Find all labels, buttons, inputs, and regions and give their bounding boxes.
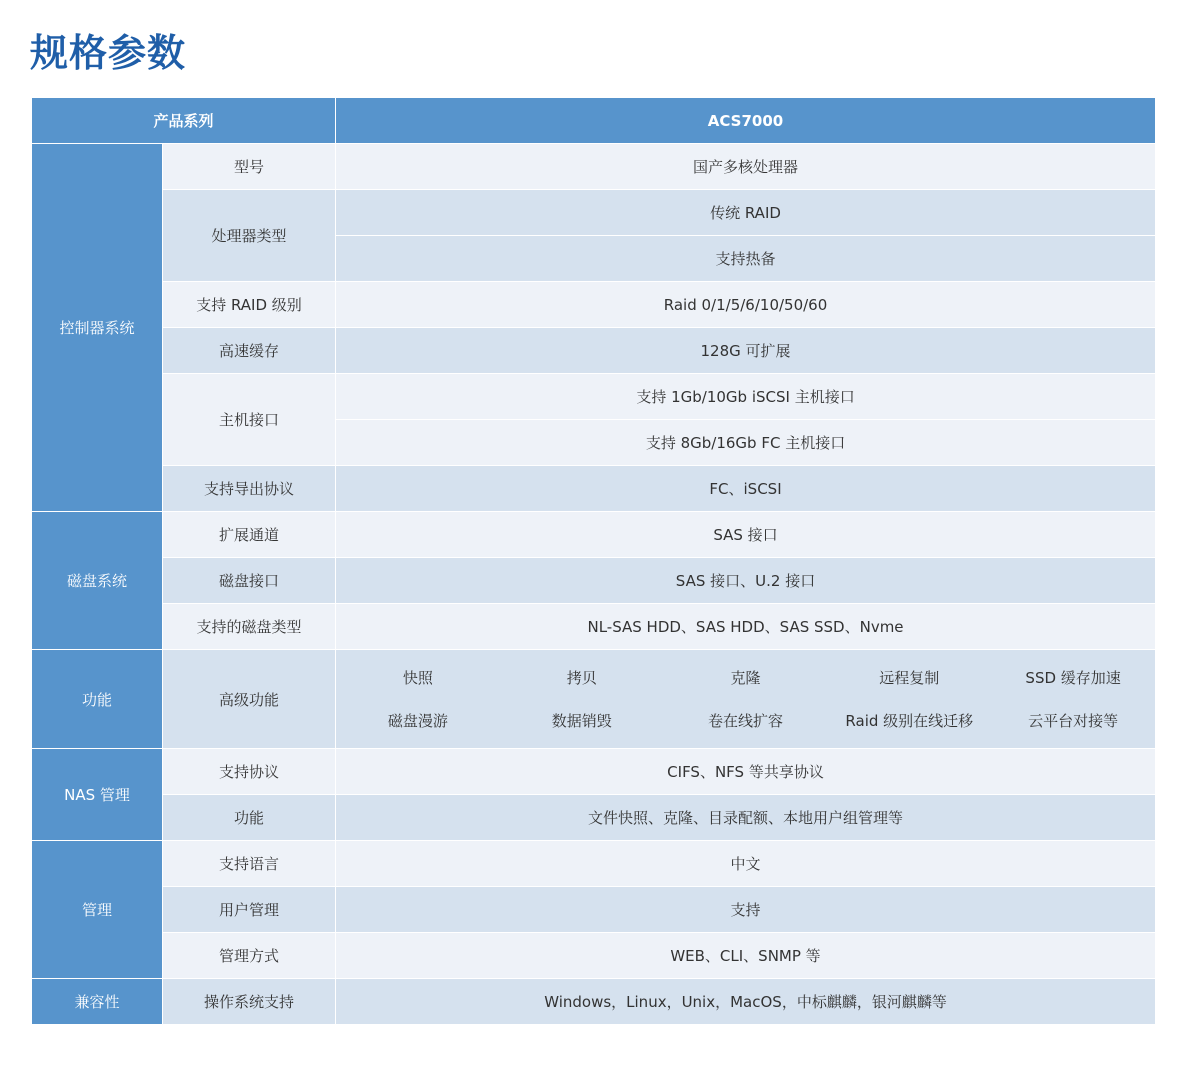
row-value: FC、iSCSI	[336, 466, 1156, 512]
table-row	[32, 512, 1156, 558]
feature-item: 磁盘漫游	[387, 712, 448, 730]
row-label: 支持语言	[163, 841, 336, 887]
category-function: 功能	[32, 650, 163, 749]
row-label: 主机接口	[163, 374, 336, 466]
header-model-name: ACS7000	[336, 98, 1156, 144]
row-label: 用户管理	[163, 887, 336, 933]
row-value: Windows，Linux，Unix，MacOS，中标麒麟，银河麒麟等	[336, 979, 1156, 1025]
row-value: 支持	[336, 887, 1156, 933]
row-label: 高速缓存	[163, 328, 336, 374]
row-label: 高级功能	[163, 650, 336, 749]
table-row	[32, 841, 1156, 887]
row-label: 支持的磁盘类型	[163, 604, 336, 650]
category-nas: NAS 管理	[32, 749, 163, 841]
table-row	[32, 328, 1156, 374]
category-compat: 兼容性	[32, 979, 163, 1025]
table-row	[32, 558, 1156, 604]
table-row	[32, 933, 1156, 979]
feature-item: SSD 缓存加速	[1025, 669, 1121, 687]
row-value: 文件快照、克隆、目录配额、本地用户组管理等	[336, 795, 1156, 841]
row-value: WEB、CLI、SNMP 等	[336, 933, 1156, 979]
row-value: 支持热备	[336, 236, 1156, 282]
row-label: 管理方式	[163, 933, 336, 979]
row-value: 中文	[336, 841, 1156, 887]
table-row	[32, 282, 1156, 328]
table-row	[32, 979, 1156, 1025]
table-row	[32, 144, 1156, 190]
row-value: 128G 可扩展	[336, 328, 1156, 374]
row-value: 支持 8Gb/16Gb FC 主机接口	[336, 420, 1156, 466]
feature-item: 克隆	[730, 669, 761, 687]
table-row	[32, 374, 1156, 420]
category-controller: 控制器系统	[32, 144, 163, 512]
feature-item: 卷在线扩容	[708, 712, 784, 730]
row-value: 传统 RAID	[336, 190, 1156, 236]
row-label: 支持协议	[163, 749, 336, 795]
feature-item: Raid 级别在线迁移	[845, 712, 974, 730]
category-manage: 管理	[32, 841, 163, 979]
row-value: Raid 0/1/5/6/10/50/60	[336, 282, 1156, 328]
row-label: 功能	[163, 795, 336, 841]
table-row	[32, 650, 1156, 749]
header-product-series: 产品系列	[32, 98, 336, 144]
feature-item: 数据销毁	[551, 712, 612, 730]
row-value: SAS 接口、U.2 接口	[336, 558, 1156, 604]
page-title: 规格参数	[30, 31, 187, 75]
row-label: 扩展通道	[163, 512, 336, 558]
row-value: CIFS、NFS 等共享协议	[336, 749, 1156, 795]
row-label: 支持导出协议	[163, 466, 336, 512]
table-row	[32, 795, 1156, 841]
table-row	[32, 887, 1156, 933]
table-row	[32, 749, 1156, 795]
category-disk: 磁盘系统	[32, 512, 163, 650]
row-value: 国产多核处理器	[336, 144, 1156, 190]
row-value: SAS 接口	[336, 512, 1156, 558]
row-value: NL-SAS HDD、SAS HDD、SAS SSD、Nvme	[336, 604, 1156, 650]
row-label: 型号	[163, 144, 336, 190]
row-value: 支持 1Gb/10Gb iSCSI 主机接口	[336, 374, 1156, 420]
advanced-features-cell	[336, 650, 1156, 749]
feature-item: 远程复制	[879, 669, 940, 687]
spec-table	[31, 97, 1156, 1025]
feature-item: 云平台对接等	[1028, 712, 1119, 730]
row-label: 支持 RAID 级别	[163, 282, 336, 328]
table-header-row	[32, 98, 1156, 144]
feature-item: 快照	[402, 669, 433, 687]
feature-item: 拷贝	[566, 669, 597, 687]
table-row	[32, 190, 1156, 236]
table-row	[32, 466, 1156, 512]
table-row	[32, 604, 1156, 650]
row-label: 操作系统支持	[163, 979, 336, 1025]
feature-grid	[336, 657, 1155, 741]
row-label: 磁盘接口	[163, 558, 336, 604]
row-label: 处理器类型	[163, 190, 336, 282]
